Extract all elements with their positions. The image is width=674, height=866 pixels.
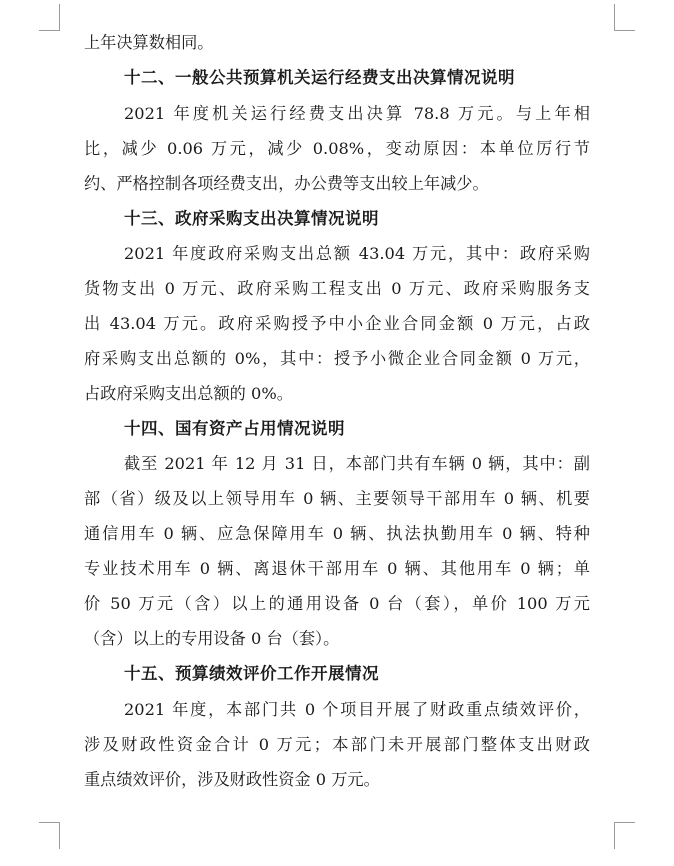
paragraph-line: 占政府采购支出总额的 0%。 (84, 384, 293, 403)
crop-mark-top-left (39, 4, 60, 31)
paragraph-line: 专业技术用车 0 辆、离退休干部用车 0 辆、其他用车 0 辆；单 (84, 559, 590, 578)
paragraph-line: （含）以上的专用设备 0 台（套）。 (84, 629, 340, 648)
crop-mark-top-right (614, 4, 635, 31)
paragraph-line: 比，减少 0.06 万元，减少 0.08%，变动原因：本单位厉行节 (84, 139, 590, 158)
paragraph-line: 约、严格控制各项经费支出，办公费等支出较上年减少。 (84, 174, 489, 193)
section-heading-14: 十四、国有资产占用情况说明 (124, 419, 345, 438)
paragraph-line: 货物支出 0 万元、政府采购工程支出 0 万元、政府采购服务支 (84, 279, 590, 298)
section-heading-15: 十五、预算绩效评价工作开展情况 (124, 664, 379, 683)
paragraph-line: 2021 年度机关运行经费支出决算 78.8 万元。与上年相 (124, 104, 590, 123)
paragraph-line: 2021 年度，本部门共 0 个项目开展了财政重点绩效评价， (124, 700, 590, 719)
paragraph-line: 重点绩效评价，涉及财政性资金 0 万元。 (84, 770, 380, 789)
paragraph-line: 价 50 万元（含）以上的通用设备 0 台（套），单价 100 万元 (84, 594, 590, 613)
crop-mark-bottom-left (39, 822, 60, 849)
section-heading-13: 十三、政府采购支出决算情况说明 (124, 209, 379, 228)
paragraph-line: 通信用车 0 辆、应急保障用车 0 辆、执法执勤用车 0 辆、特种 (84, 524, 590, 543)
paragraph-line: 出 43.04 万元。政府采购授予中小企业合同金额 0 万元，占政 (84, 314, 590, 333)
paragraph-line: 部（省）级及以上领导用车 0 辆、主要领导干部用车 0 辆、机要 (84, 489, 590, 508)
crop-mark-bottom-right (614, 822, 635, 849)
paragraph-line: 府采购支出总额的 0%，其中：授予小微企业合同金额 0 万元， (84, 349, 590, 368)
paragraph-line: 截至 2021 年 12 月 31 日，本部门共有车辆 0 辆，其中：副 (124, 454, 590, 473)
paragraph-line: 2021 年度政府采购支出总额 43.04 万元，其中：政府采购 (124, 244, 590, 263)
paragraph-line: 上年决算数相同。 (84, 33, 214, 52)
paragraph-line: 涉及财政性资金合计 0 万元；本部门未开展部门整体支出财政 (84, 735, 590, 754)
section-heading-12: 十二、一般公共预算机关运行经费支出决算情况说明 (124, 68, 515, 87)
